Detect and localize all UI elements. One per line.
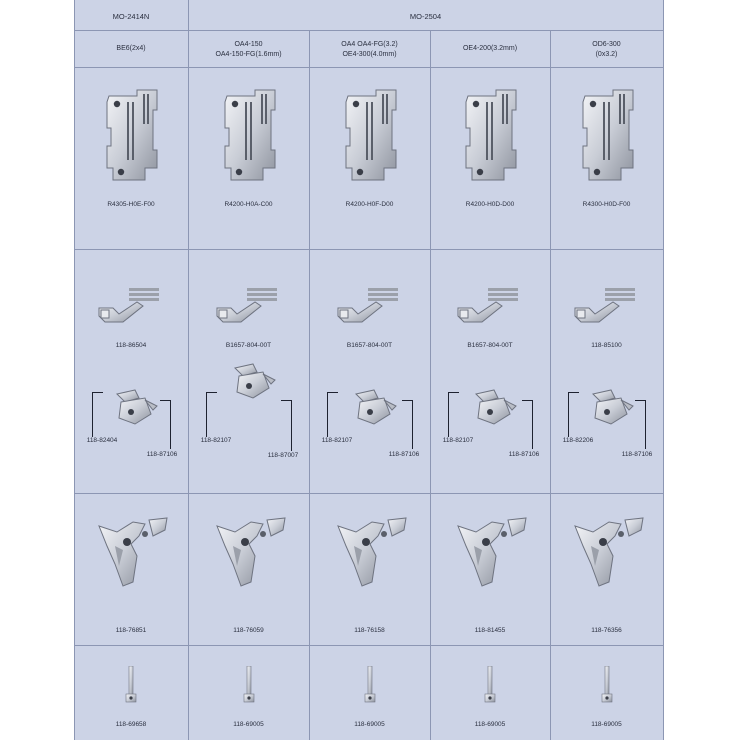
part-number-presser-foot: 118-76059	[233, 627, 264, 634]
needle-guard-icon	[483, 666, 497, 706]
callout-leader-line	[160, 400, 171, 449]
part-number-needle-guard: 118-69005	[233, 721, 264, 728]
feed-dog-icon	[95, 282, 167, 328]
looper-spreader-icon	[105, 388, 161, 428]
model-header-right: MO-2504	[409, 12, 442, 21]
grid-line	[74, 493, 664, 494]
presser-foot-icon	[569, 516, 647, 590]
looper-spreader-icon	[581, 388, 637, 428]
part-number-spreader: 118-82107	[200, 437, 232, 444]
feed-dog-icon	[571, 282, 643, 328]
part-number-spreader: 118-82107	[321, 437, 353, 444]
needle-plate-icon	[217, 88, 281, 184]
part-number-needle-plate: R4300-H0D-F00	[582, 201, 631, 208]
part-number-looper: 118-87106	[388, 451, 420, 458]
part-number-needle-guard: 118-69658	[115, 721, 147, 728]
part-number-spreader: 118-82404	[86, 437, 118, 444]
callout-leader-line	[635, 400, 646, 449]
part-number-presser-foot: 118-76158	[354, 627, 385, 634]
presser-foot-icon	[332, 516, 410, 590]
needle-plate-icon	[99, 88, 163, 184]
feed-dog-icon	[334, 282, 406, 328]
part-number-presser-foot: 118-76356	[591, 627, 622, 634]
callout-leader-line	[281, 400, 292, 451]
column-spec: OA4 OA4-FG(3.2)	[341, 41, 398, 48]
part-number-feed-dog: B1657-804-00T	[225, 342, 272, 349]
part-number-needle-plate: R4200-H0F-D00	[345, 201, 394, 208]
presser-foot-icon	[452, 516, 530, 590]
grid-line	[663, 0, 664, 740]
part-number-needle-plate: R4200-H0A-C00	[224, 201, 273, 208]
needle-plate-icon	[575, 88, 639, 184]
column-spec: (0x3.2)	[595, 51, 618, 58]
grid-line	[74, 645, 664, 646]
callout-leader-line	[206, 392, 217, 437]
part-number-needle-plate: R4200-H0D-D00	[465, 201, 515, 208]
feed-dog-icon	[213, 282, 285, 328]
part-number-needle-guard: 118-69005	[591, 721, 622, 728]
part-number-feed-dog: B1657-804-00T	[346, 342, 393, 349]
needle-plate-icon	[458, 88, 522, 184]
part-number-looper: 118-87007	[267, 452, 299, 459]
callout-leader-line	[568, 392, 579, 437]
needle-guard-icon	[363, 666, 377, 706]
presser-foot-icon	[211, 516, 289, 590]
part-number-looper: 118-87106	[621, 451, 653, 458]
part-number-needle-guard: 118-69005	[474, 721, 506, 728]
looper-spreader-icon	[344, 388, 400, 428]
callout-leader-line	[327, 392, 338, 437]
model-header-left: MO-2414N	[112, 12, 150, 21]
presser-foot-icon	[93, 516, 171, 590]
feed-dog-icon	[454, 282, 526, 328]
part-number-needle-guard: 118-69005	[354, 721, 385, 728]
callout-leader-line	[448, 392, 459, 437]
column-spec: BE6(2x4)	[116, 45, 146, 52]
part-number-feed-dog: 118-86504	[115, 342, 147, 349]
needle-guard-icon	[124, 666, 138, 706]
needle-guard-icon	[242, 666, 256, 706]
part-number-spreader: 118-82206	[562, 437, 594, 444]
looper-spreader-icon	[464, 388, 520, 428]
part-number-presser-foot: 118-76851	[115, 627, 147, 634]
part-number-feed-dog: B1657-804-00T	[467, 342, 513, 349]
looper-spreader-icon	[223, 362, 279, 402]
part-number-spreader: 118-82107	[442, 437, 474, 444]
column-spec: OD6-300	[592, 41, 621, 48]
needle-plate-icon	[338, 88, 402, 184]
callout-leader-line	[522, 400, 533, 449]
grid-line	[74, 67, 664, 68]
part-number-looper: 118-87106	[508, 451, 540, 458]
column-spec: OE4-300(4.0mm)	[342, 51, 397, 58]
column-spec: OA4-150	[234, 41, 263, 48]
column-spec: OE4-200(3.2mm)	[462, 45, 518, 52]
part-number-looper: 118-87106	[146, 451, 178, 458]
callout-leader-line	[402, 400, 413, 449]
part-number-feed-dog: 118-85100	[591, 342, 622, 349]
part-number-needle-plate: R4305-H0E-F00	[107, 201, 155, 208]
column-spec: OA4-150-FG(1.6mm)	[215, 51, 282, 58]
grid-line	[74, 249, 664, 250]
part-number-presser-foot: 118-81455	[474, 627, 506, 634]
grid-line	[74, 30, 664, 31]
callout-leader-line	[92, 392, 103, 437]
needle-guard-icon	[600, 666, 614, 706]
